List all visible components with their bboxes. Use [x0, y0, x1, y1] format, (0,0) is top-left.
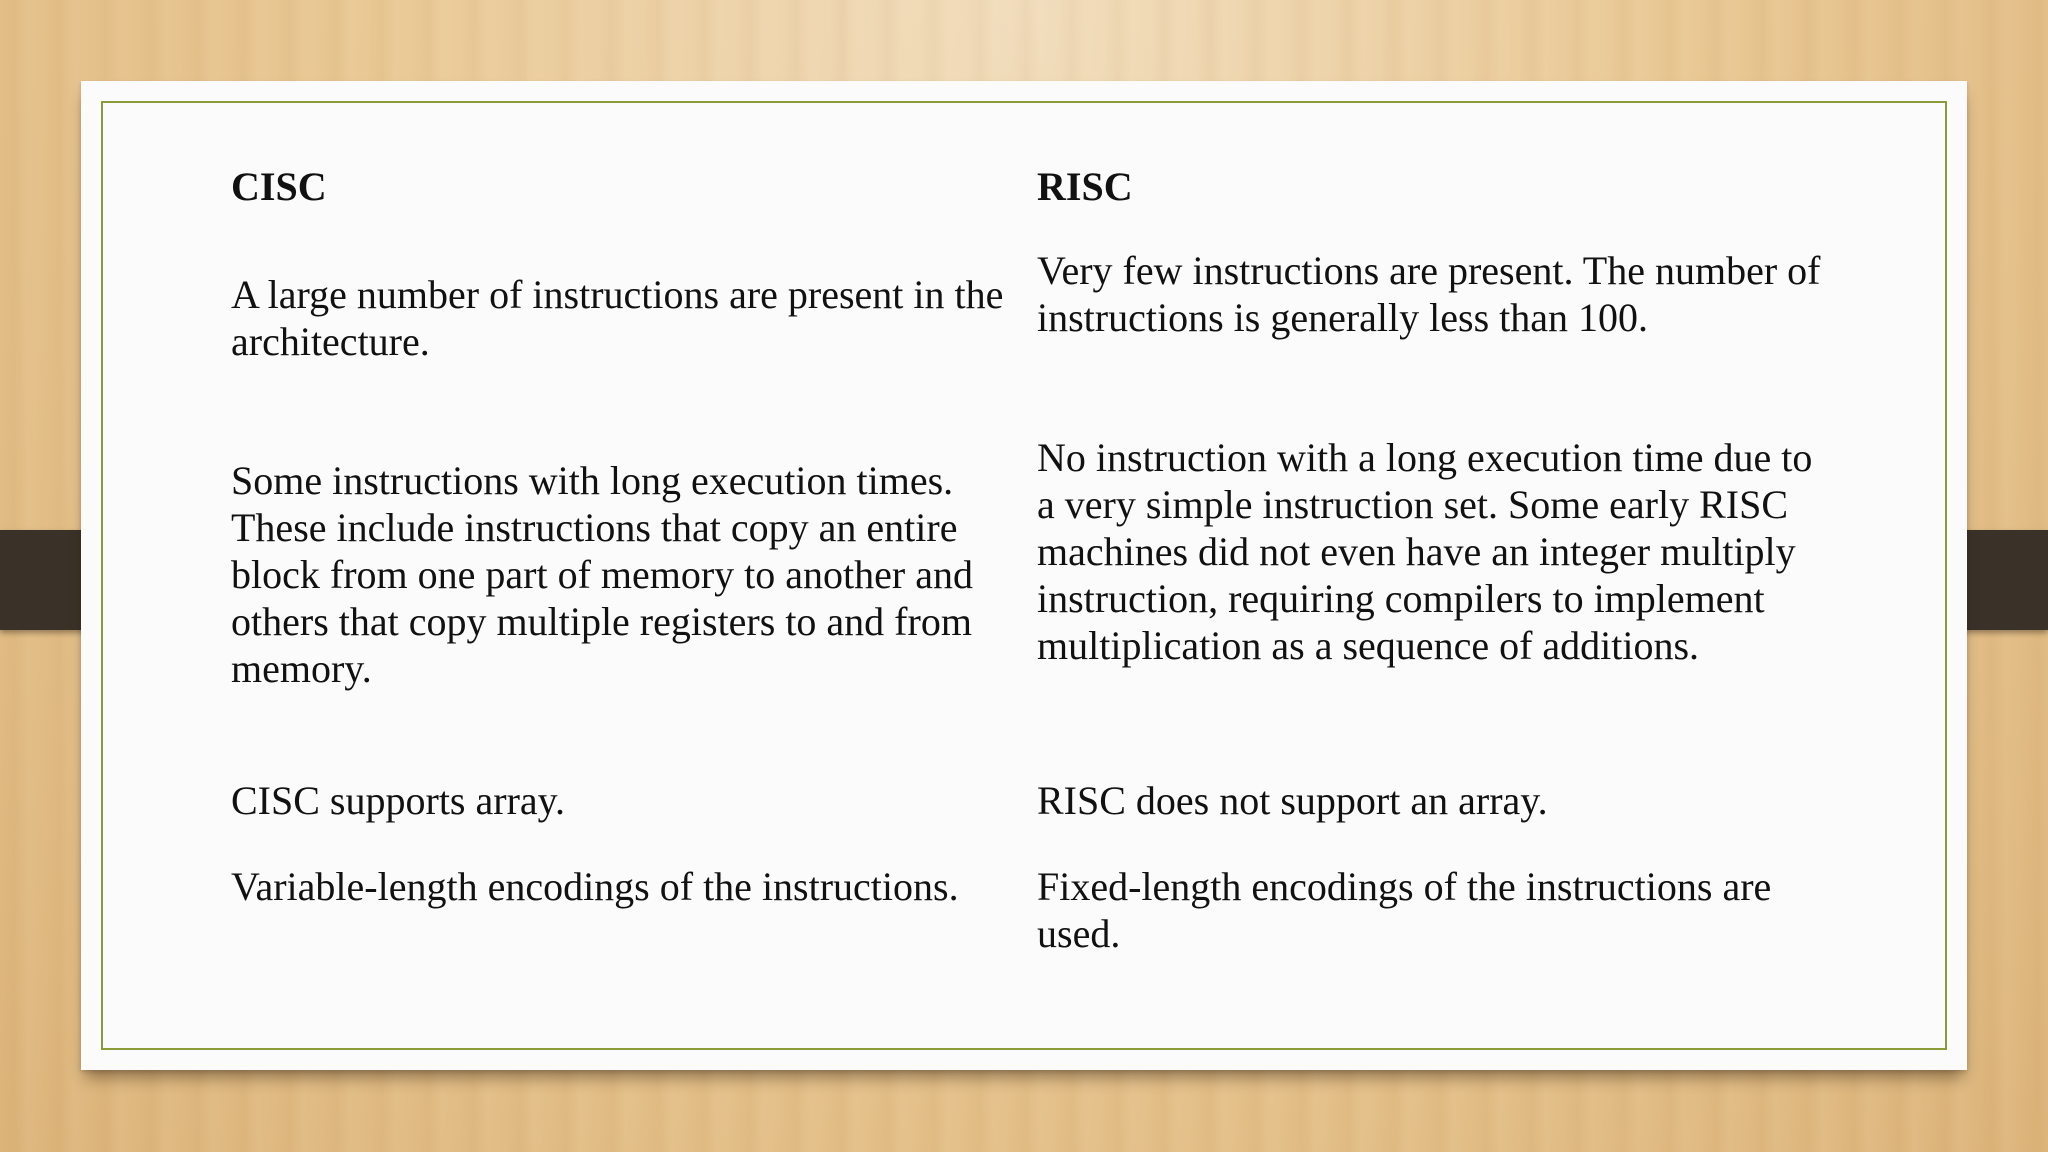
cisc-row-3: CISC supports array.	[231, 778, 566, 823]
cisc-heading: CISC	[231, 164, 327, 209]
cisc-row-4: Variable-length encodings of the instructions.	[231, 864, 959, 909]
slide-paper	[81, 81, 1967, 1070]
risc-row-3: RISC does not support an array.	[1037, 778, 1548, 823]
risc-row-2: No instruction with a long execution time due to a very simple instruction set. Some early RISC machines did not even have an integer multiply instruction, requiring compilers to implement multiplication as a sequence of additions.	[1037, 435, 1813, 668]
risc-row-4: Fixed-length encodings of the instructions are used.	[1037, 864, 1772, 956]
cisc-row-1: A large number of instructions are present in the architecture.	[231, 272, 1004, 364]
risc-heading: RISC	[1037, 164, 1133, 209]
cisc-row-2: Some instructions with long execution times. These include instructions that copy an entire block from one part of memory to another and others that copy multiple registers to and from memory.	[231, 458, 973, 691]
risc-row-1: Very few instructions are present. The number of instructions is generally less than 100.	[1037, 248, 1821, 340]
